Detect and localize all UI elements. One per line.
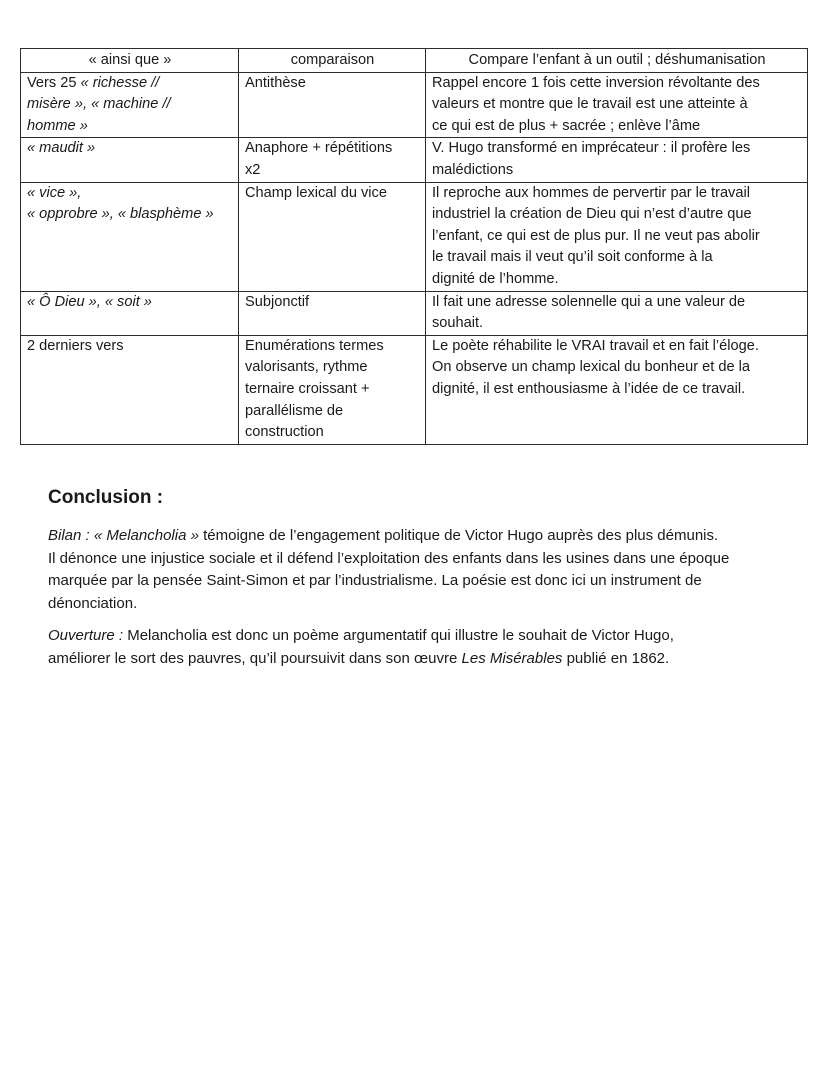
bilan-paragraph: Bilan : « Melancholia » témoigne de l’engagement politique de Victor Hugo auprès des plus démunis. Il dénonce une injustice sociale et il défend l’exploitation des enfants dans les usines dans une époque marquée par la pensée Saint-Simon et par l’industrialisme. La poésie est donc ici un instrument de dénonciation. — [48, 527, 730, 612]
table-cell: Champ lexical du vice — [239, 182, 426, 291]
table-cell: Rappel encore 1 fois cette inversion révoltante des valeurs et montre que le travail est une atteinte à ce qui est de plus + sacrée ; enlève l’âme — [426, 72, 808, 138]
table-row — [21, 182, 808, 291]
conclusion-section — [48, 485, 788, 681]
bilan-title: « Melancholia » — [93, 527, 199, 544]
book-title: Les Misérables — [461, 649, 563, 667]
table-cell: Enumérations termes valorisants, rythme ternaire croissant + parallélisme de construction — [239, 335, 426, 444]
table-cell: « vice », « opprobre », « blasphème » — [21, 182, 239, 291]
table-cell: comparaison — [239, 49, 426, 73]
table-cell: Il reproche aux hommes de pervertir par le travail industriel la création de Dieu qui n’est d’autre que l’enfant, ce qui est de plus pur. Il ne veut pas abolir le travail mais il veut qu’il soit conforme à la dignité de l’homme. — [426, 182, 808, 291]
table-row — [21, 49, 808, 73]
bilan-label: Bilan : — [48, 527, 94, 544]
ouverture-label: Ouverture : — [48, 627, 124, 645]
table-cell: Vers 25 « richesse // misère », « machine // homme » — [21, 72, 239, 138]
table-row — [21, 138, 808, 182]
table-row — [21, 72, 808, 138]
table-cell: « maudit » — [21, 138, 239, 182]
conclusion-heading: Conclusion : — [48, 487, 164, 508]
table-row — [21, 291, 808, 335]
table-cell: Subjonctif — [239, 291, 426, 335]
table-cell: Antithèse — [239, 72, 426, 138]
table-cell: Le poète réhabilite le VRAI travail et en fait l’éloge. On observe un champ lexical du bonheur et de la dignité, il est enthousiasme à l’idée de ce travail. — [426, 335, 808, 444]
table-cell: « Ô Dieu », « soit » — [21, 291, 239, 335]
table-cell: V. Hugo transformé en imprécateur : il profère les malédictions — [426, 138, 808, 182]
table-cell: 2 derniers vers — [21, 335, 239, 444]
analysis-table — [20, 48, 808, 445]
table-row — [21, 335, 808, 444]
table-cell: Anaphore + répétitions x2 — [239, 138, 426, 182]
table-cell: Il fait une adresse solennelle qui a une valeur de souhait. — [426, 291, 808, 335]
table-cell: Compare l’enfant à un outil ; déshumanisation — [426, 49, 808, 73]
table-cell: « ainsi que » — [21, 49, 239, 73]
ouverture-paragraph: Ouverture : Melancholia est donc un poème argumentatif qui illustre le souhait de Victor Hugo, améliorer le sort des pauvres, qu’il poursuivit dans son œuvre Les Misérables publié en 1862. — [48, 627, 674, 667]
